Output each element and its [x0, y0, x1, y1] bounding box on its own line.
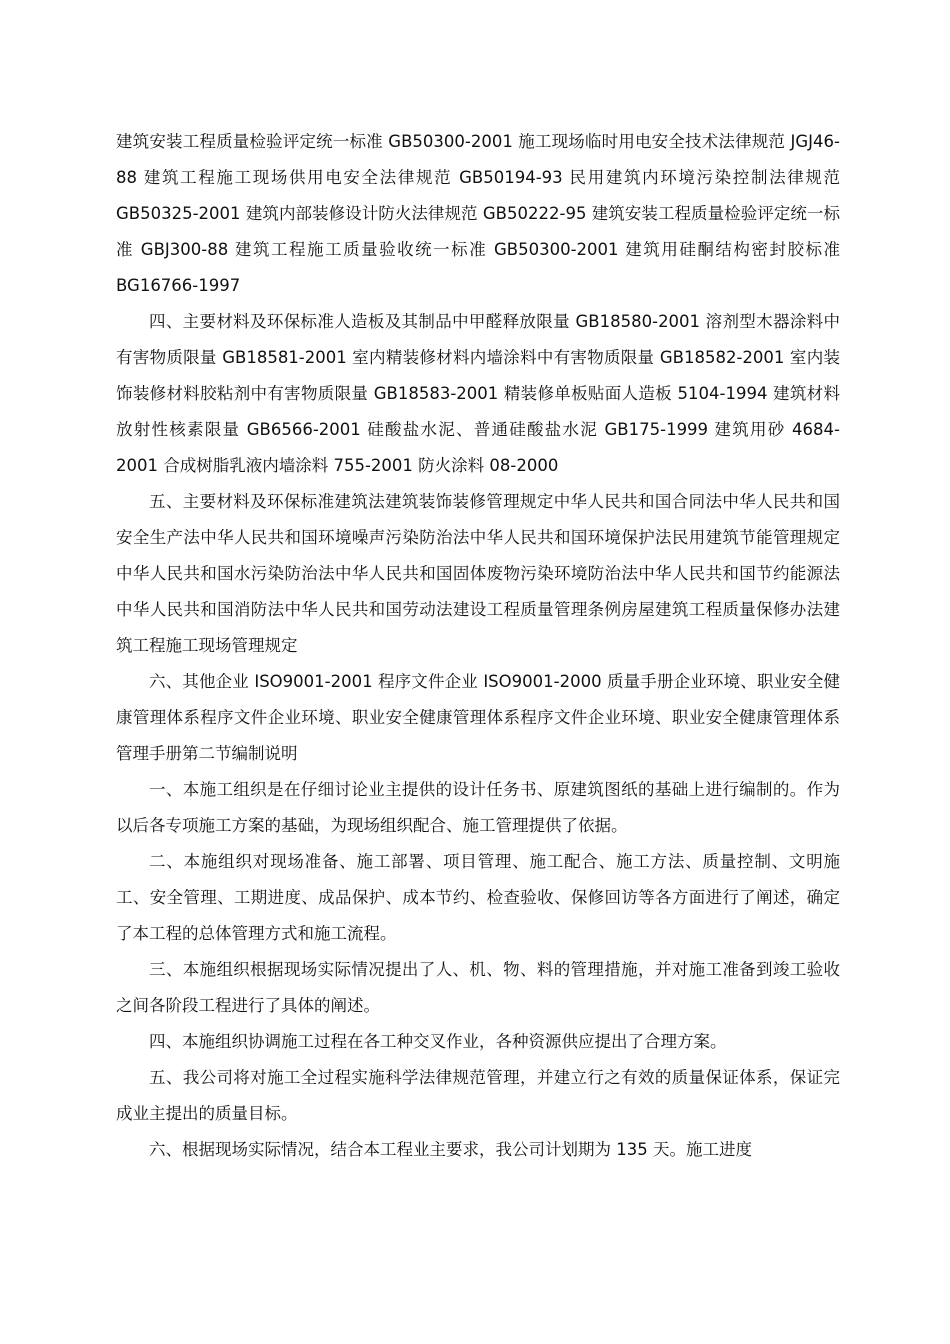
paragraph-note-3: 三、本施组织根据现场实际情况提出了人、机、物、料的管理措施，并对施工准备到竣工验收之间各阶段工程进行了具体的阐述。 [116, 960, 840, 1015]
document-body [116, 124, 840, 1168]
paragraph-note-2: 二、本施组织对现场准备、施工部署、项目管理、施工配合、施工方法、质量控制、文明施工、安全管理、工期进度、成品保护、成本节约、检查验收、保修回访等各方面进行了阐述，确定了本工程的总体管理方式和施工流程。 [116, 852, 840, 943]
paragraph-section-4-materials: 四、主要材料及环保标准人造板及其制品中甲醛释放限量 GB18580-2001 溶剂型木器涂料中有害物质限量 GB18581-2001 室内精装修材料内墙涂料中有害物质限量 GB18582-2001 室内装饰装修材料胶粘剂中有害物质限量 GB18583-2001 精装修单板贴面人造板 5104-1994 建筑材料放射性核素限量 GB6566-2001 硅酸盐水泥、普通硅酸盐水泥 GB175-1999 建筑用砂 4684-2001 合成树脂乳液内墙涂料 755-2001 防火涂料 08-2000 [116, 312, 840, 475]
paragraph-note-5: 五、我公司将对施工全过程实施科学法律规范管理，并建立行之有效的质量保证体系，保证完成业主提出的质量目标。 [116, 1068, 840, 1123]
paragraph-section-6-other: 六、其他企业 ISO9001-2001 程序文件企业 ISO9001-2000 质量手册企业环境、职业安全健康管理体系程序文件企业环境、职业安全健康管理体系程序文件企业环境、职业安全健康管理体系管理手册第二节编制说明 [116, 672, 840, 763]
paragraph-section-5-laws: 五、主要材料及环保标准建筑法建筑装饰装修管理规定中华人民共和国合同法中华人民共和国安全生产法中华人民共和国环境噪声污染防治法中华人民共和国环境保护法民用建筑节能管理规定中华人民共和国水污染防治法中华人民共和国固体废物污染环境防治法中华人民共和国节约能源法中华人民共和国消防法中华人民共和国劳动法建设工程质量管理条例房屋建筑工程质量保修办法建筑工程施工现场管理规定 [116, 492, 840, 655]
paragraph-note-4: 四、本施组织协调施工过程在各工种交叉作业，各种资源供应提出了合理方案。 [149, 1032, 727, 1051]
paragraph-note-6: 六、根据现场实际情况，结合本工程业主要求，我公司计划期为 135 天。施工进度 [149, 1140, 752, 1159]
paragraph-standards-list: 建筑安装工程质量检验评定统一标准 GB50300-2001 施工现场临时用电安全技术法律规范 JGJ46-88 建筑工程施工现场供用电安全法律规范 GB50194-93 民用建筑内环境污染控制法律规范 GB50325-2001 建筑内部装修设计防火法律规范 GB50222-95 建筑安装工程质量检验评定统一标准 GBJ300-88 建筑工程施工质量验收统一标准 GB50300-2001 建筑用硅酮结构密封胶标准 BG16766-1997 [116, 132, 840, 295]
paragraph-note-1: 一、本施工组织是在仔细讨论业主提供的设计任务书、原建筑图纸的基础上进行编制的。作为以后各专项施工方案的基础，为现场组织配合、施工管理提供了依据。 [116, 780, 840, 835]
